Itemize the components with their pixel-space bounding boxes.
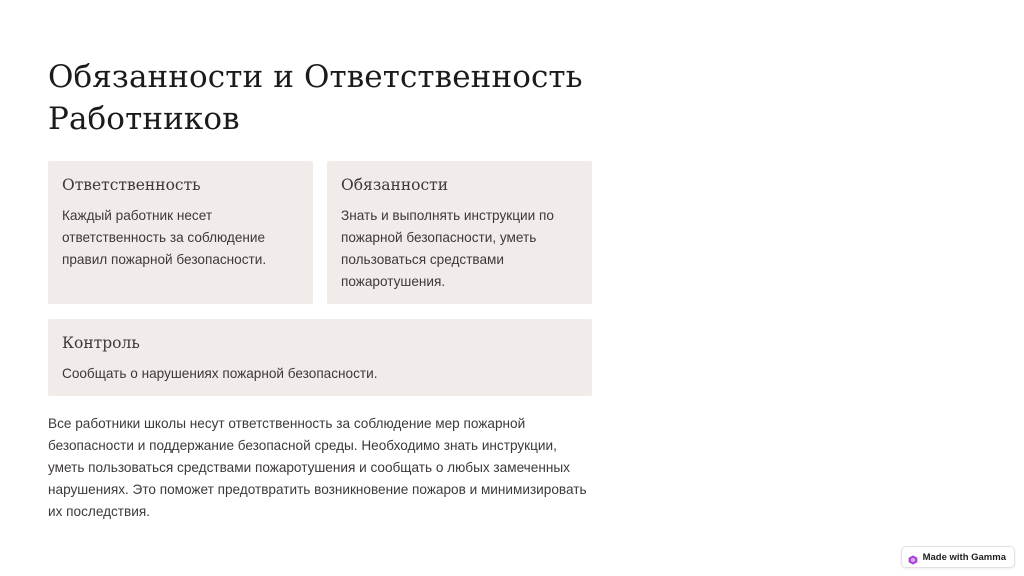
summary-paragraph: Все работники школы несут ответственность за соблюдение мер пожарной безопасности и поддержание безопасной среды. Необходимо знать инструкции, уметь пользоваться средствами пожаротушения и сообщать о любых замеченных нарушениях. Это поможет предотвратить возникновение пожаров и минимизировать их последствия.: [48, 416, 587, 519]
card-heading: Обязанности: [341, 176, 449, 194]
card-duties: [327, 161, 592, 304]
card-responsibility: [48, 161, 313, 304]
page-title: [48, 56, 608, 140]
title-line-1: Обязанности и Ответственность: [48, 59, 583, 95]
card-text: Знать и выполнять инструкции по пожарной безопасности, уметь пользоваться средствами пожаротушения.: [341, 208, 554, 289]
card-text: Сообщать о нарушениях пожарной безопасности.: [62, 366, 378, 381]
title-line-2: Работников: [48, 101, 240, 137]
made-with-gamma-badge[interactable]: [901, 546, 1015, 568]
card-heading: Контроль: [62, 334, 140, 352]
card-control: [48, 319, 592, 396]
card-text: Каждый работник несет ответственность за соблюдение правил пожарной безопасности.: [62, 208, 267, 267]
badge-label: Made with Gamma: [922, 551, 1006, 563]
gamma-logo-icon: [908, 552, 918, 562]
card-heading: Ответственность: [62, 176, 201, 194]
